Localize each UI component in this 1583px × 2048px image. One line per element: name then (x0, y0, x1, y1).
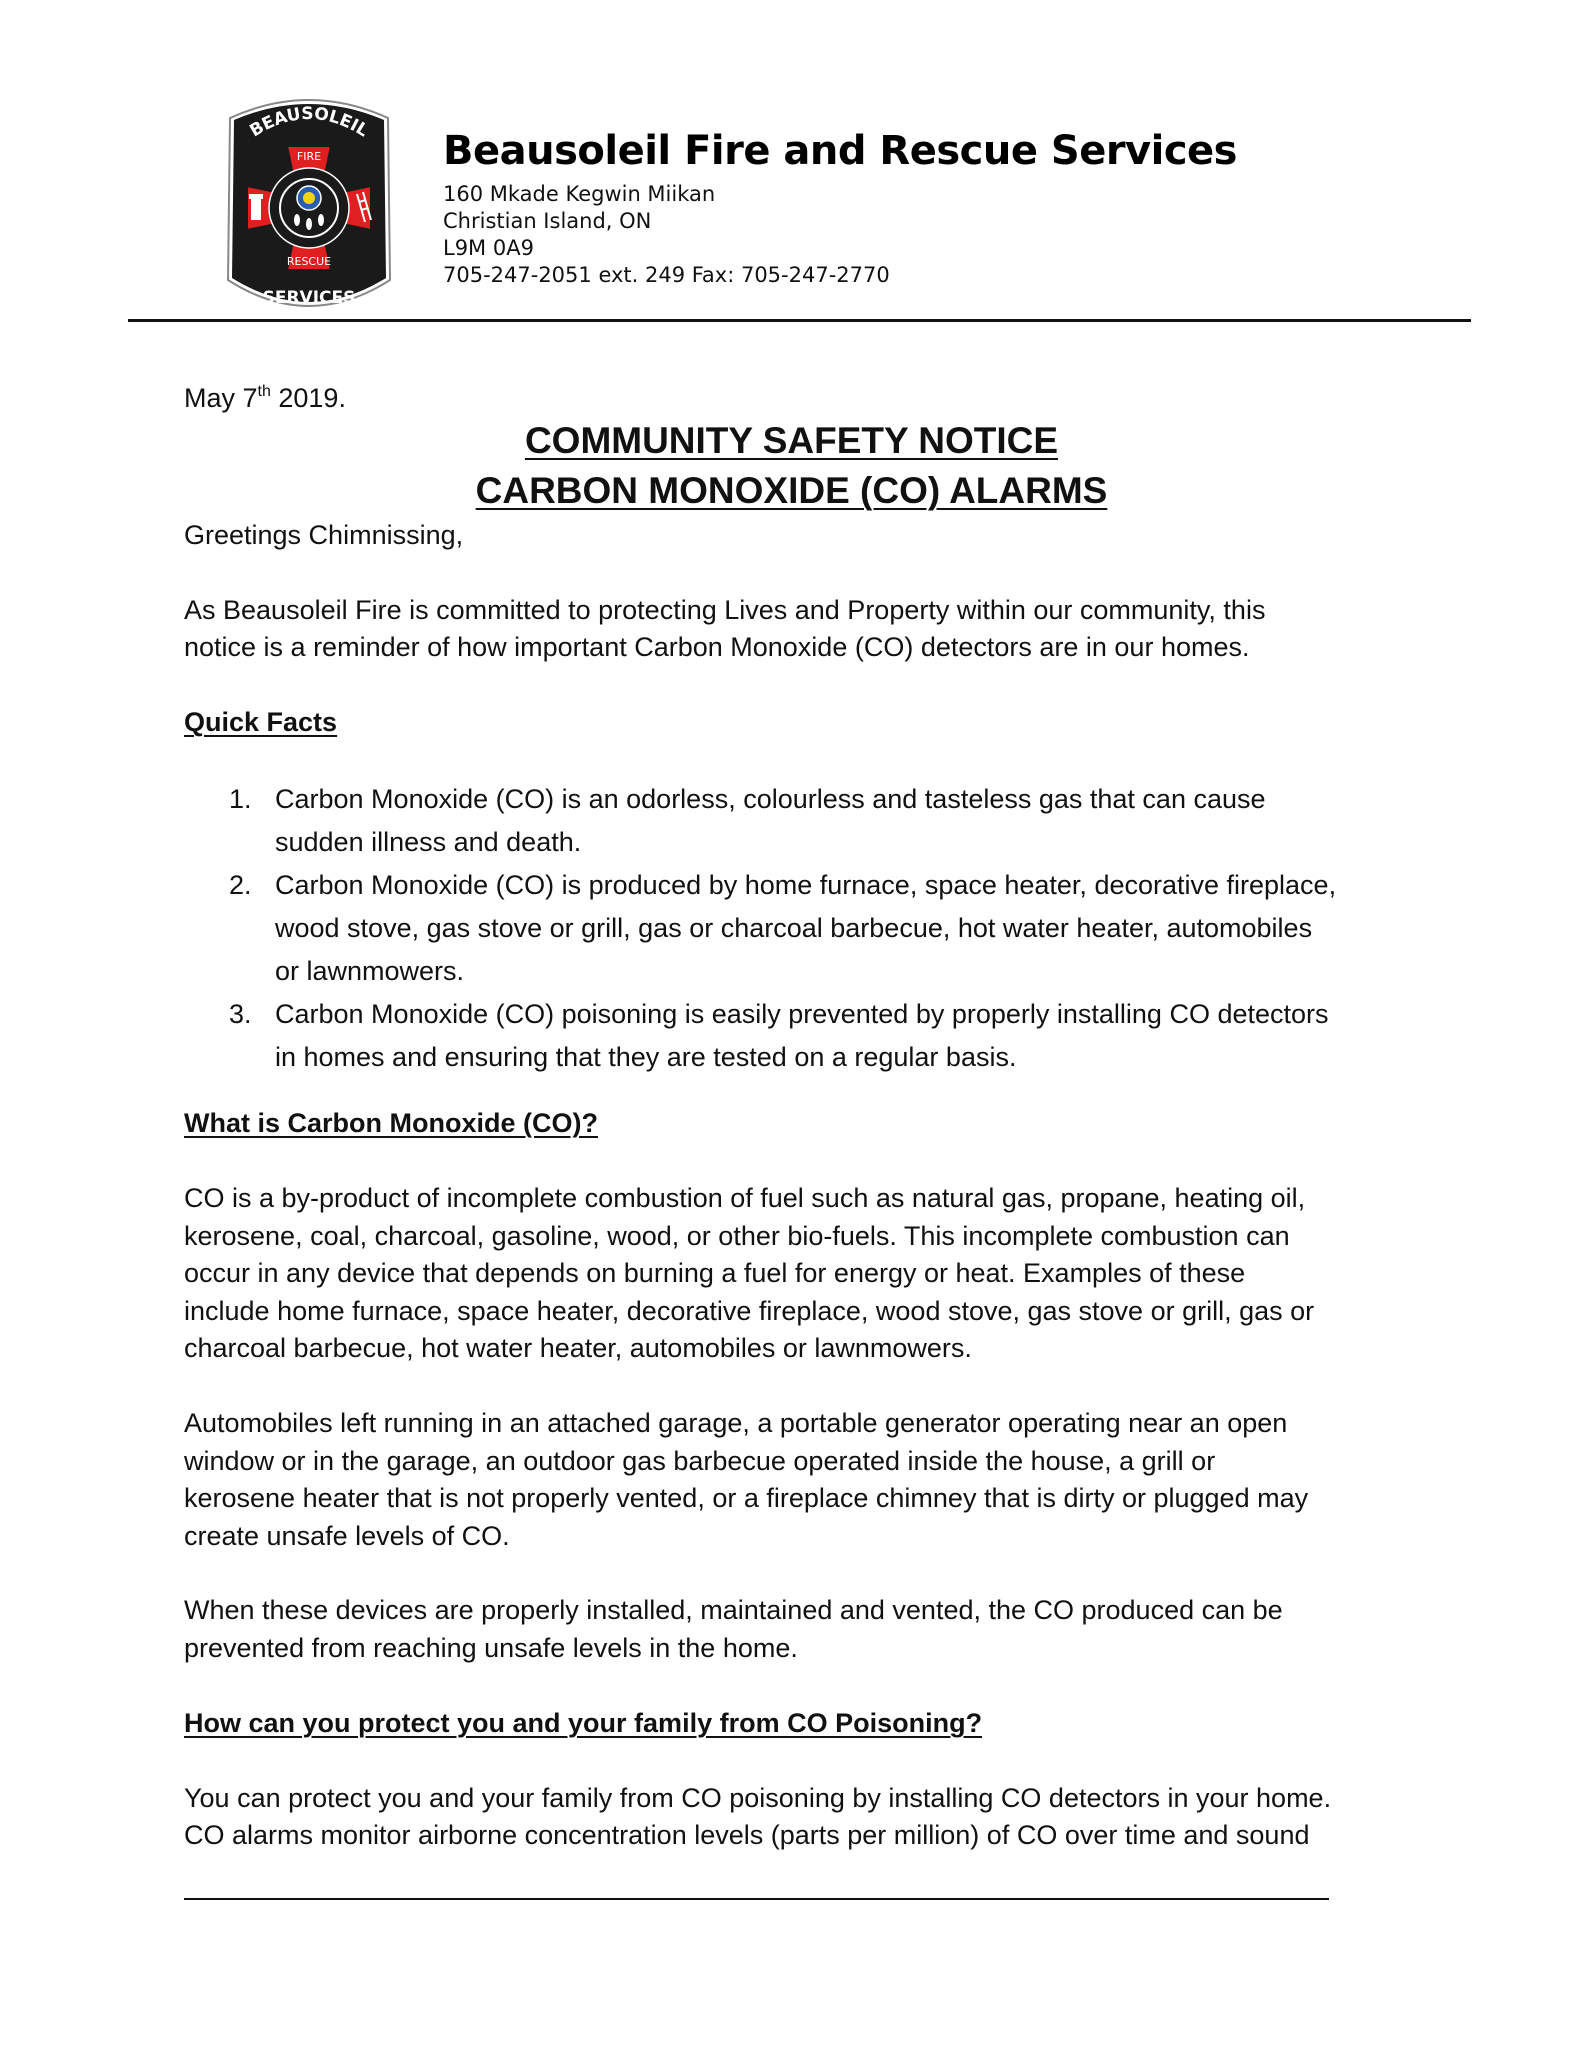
contact-line: 705-247-2051 ext. 249 Fax: 705-247-2770 (443, 263, 890, 287)
logo-bottom-text: SERVICES (262, 288, 356, 308)
paragraph-line: charcoal barbecue, hot water heater, automobiles or lawnmowers. (184, 1333, 972, 1363)
fact-line: or lawnmowers. (275, 956, 465, 986)
what-is-co-heading: What is Carbon Monoxide (CO)? (184, 1108, 598, 1138)
intro-line: notice is a reminder of how important Carbon Monoxide (CO) detectors are in our homes. (184, 632, 1250, 662)
fact-line: Carbon Monoxide (CO) is an odorless, colourless and tasteless gas that can cause (275, 784, 1266, 814)
paragraph-line: occur in any device that depends on burning a fuel for energy or heat. Examples of these (184, 1258, 1246, 1288)
date-superscript: th (257, 383, 271, 400)
paragraph-line: You can protect you and your family from CO poisoning by installing CO detectors in your home. (184, 1783, 1332, 1813)
paragraph-line: window or in the garage, an outdoor gas barbecue operated inside the house, a grill or (184, 1446, 1216, 1476)
paragraph-line: kerosene, coal, charcoal, gasoline, wood, or other bio-fuels. This incomplete combustion can (184, 1221, 1290, 1251)
paragraph-line: Automobiles left running in an attached garage, a portable generator operating near an open (184, 1408, 1288, 1438)
logo-rescue-text: RESCUE (286, 255, 332, 268)
how-to-protect-heading: How can you protect you and your family from CO Poisoning? (184, 1708, 983, 1738)
fact-number: 3. (229, 999, 252, 1029)
paragraph-line: When these devices are properly installed, maintained and vented, the CO produced can be (184, 1595, 1283, 1625)
intro-line: As Beausoleil Fire is committed to protecting Lives and Property within our community, this (184, 595, 1266, 625)
paragraph-line: create unsafe levels of CO. (184, 1521, 510, 1551)
fact-line: sudden illness and death. (275, 827, 582, 857)
footer-divider (184, 1898, 1329, 1900)
fact-line: Carbon Monoxide (CO) poisoning is easily prevented by properly installing CO detectors (275, 999, 1329, 1029)
fact-line: in homes and ensuring that they are tested on a regular basis. (275, 1042, 1017, 1072)
address-line-3: L9M 0A9 (443, 236, 534, 260)
header-divider (128, 319, 1471, 322)
logo-top-text: BEAUSOLEIL (246, 103, 372, 142)
date-suffix: 2019. (270, 383, 346, 413)
notice-subtitle: CARBON MONOXIDE (CO) ALARMS (475, 470, 1108, 511)
greeting: Greetings Chimnissing, (184, 520, 464, 550)
paragraph-line: CO is a by-product of incomplete combustion of fuel such as natural gas, propane, heating oil, (184, 1183, 1306, 1213)
logo-fire-text: FIRE (296, 150, 322, 163)
paragraph-line: include home furnace, space heater, decorative fireplace, wood stove, gas stove or grill, gas or (184, 1296, 1315, 1326)
date-prefix: May 7 (184, 383, 258, 413)
org-name: Beausoleil Fire and Rescue Services (443, 128, 1237, 174)
fact-line: Carbon Monoxide (CO) is produced by home furnace, space heater, decorative fireplace, (275, 870, 1337, 900)
fact-line: wood stove, gas stove or grill, gas or charcoal barbecue, hot water heater, automobiles (275, 913, 1313, 943)
notice-date (184, 380, 346, 418)
fact-number: 1. (229, 784, 252, 814)
paragraph-line: prevented from reaching unsafe levels in the home. (184, 1633, 798, 1663)
address-line-2: Christian Island, ON (443, 209, 652, 233)
paragraph-line: CO alarms monitor airborne concentration levels (parts per million) of CO over time and sound (184, 1820, 1310, 1850)
paragraph-line: kerosene heater that is not properly vented, or a fireplace chimney that is dirty or plugged may (184, 1483, 1309, 1513)
quick-facts-heading: Quick Facts (184, 707, 338, 737)
address-line-1: 160 Mkade Kegwin Miikan (443, 182, 716, 206)
fact-number: 2. (229, 870, 252, 900)
beausoleil-fire-rescue-logo (220, 90, 398, 320)
notice-title: COMMUNITY SAFETY NOTICE (524, 420, 1059, 461)
